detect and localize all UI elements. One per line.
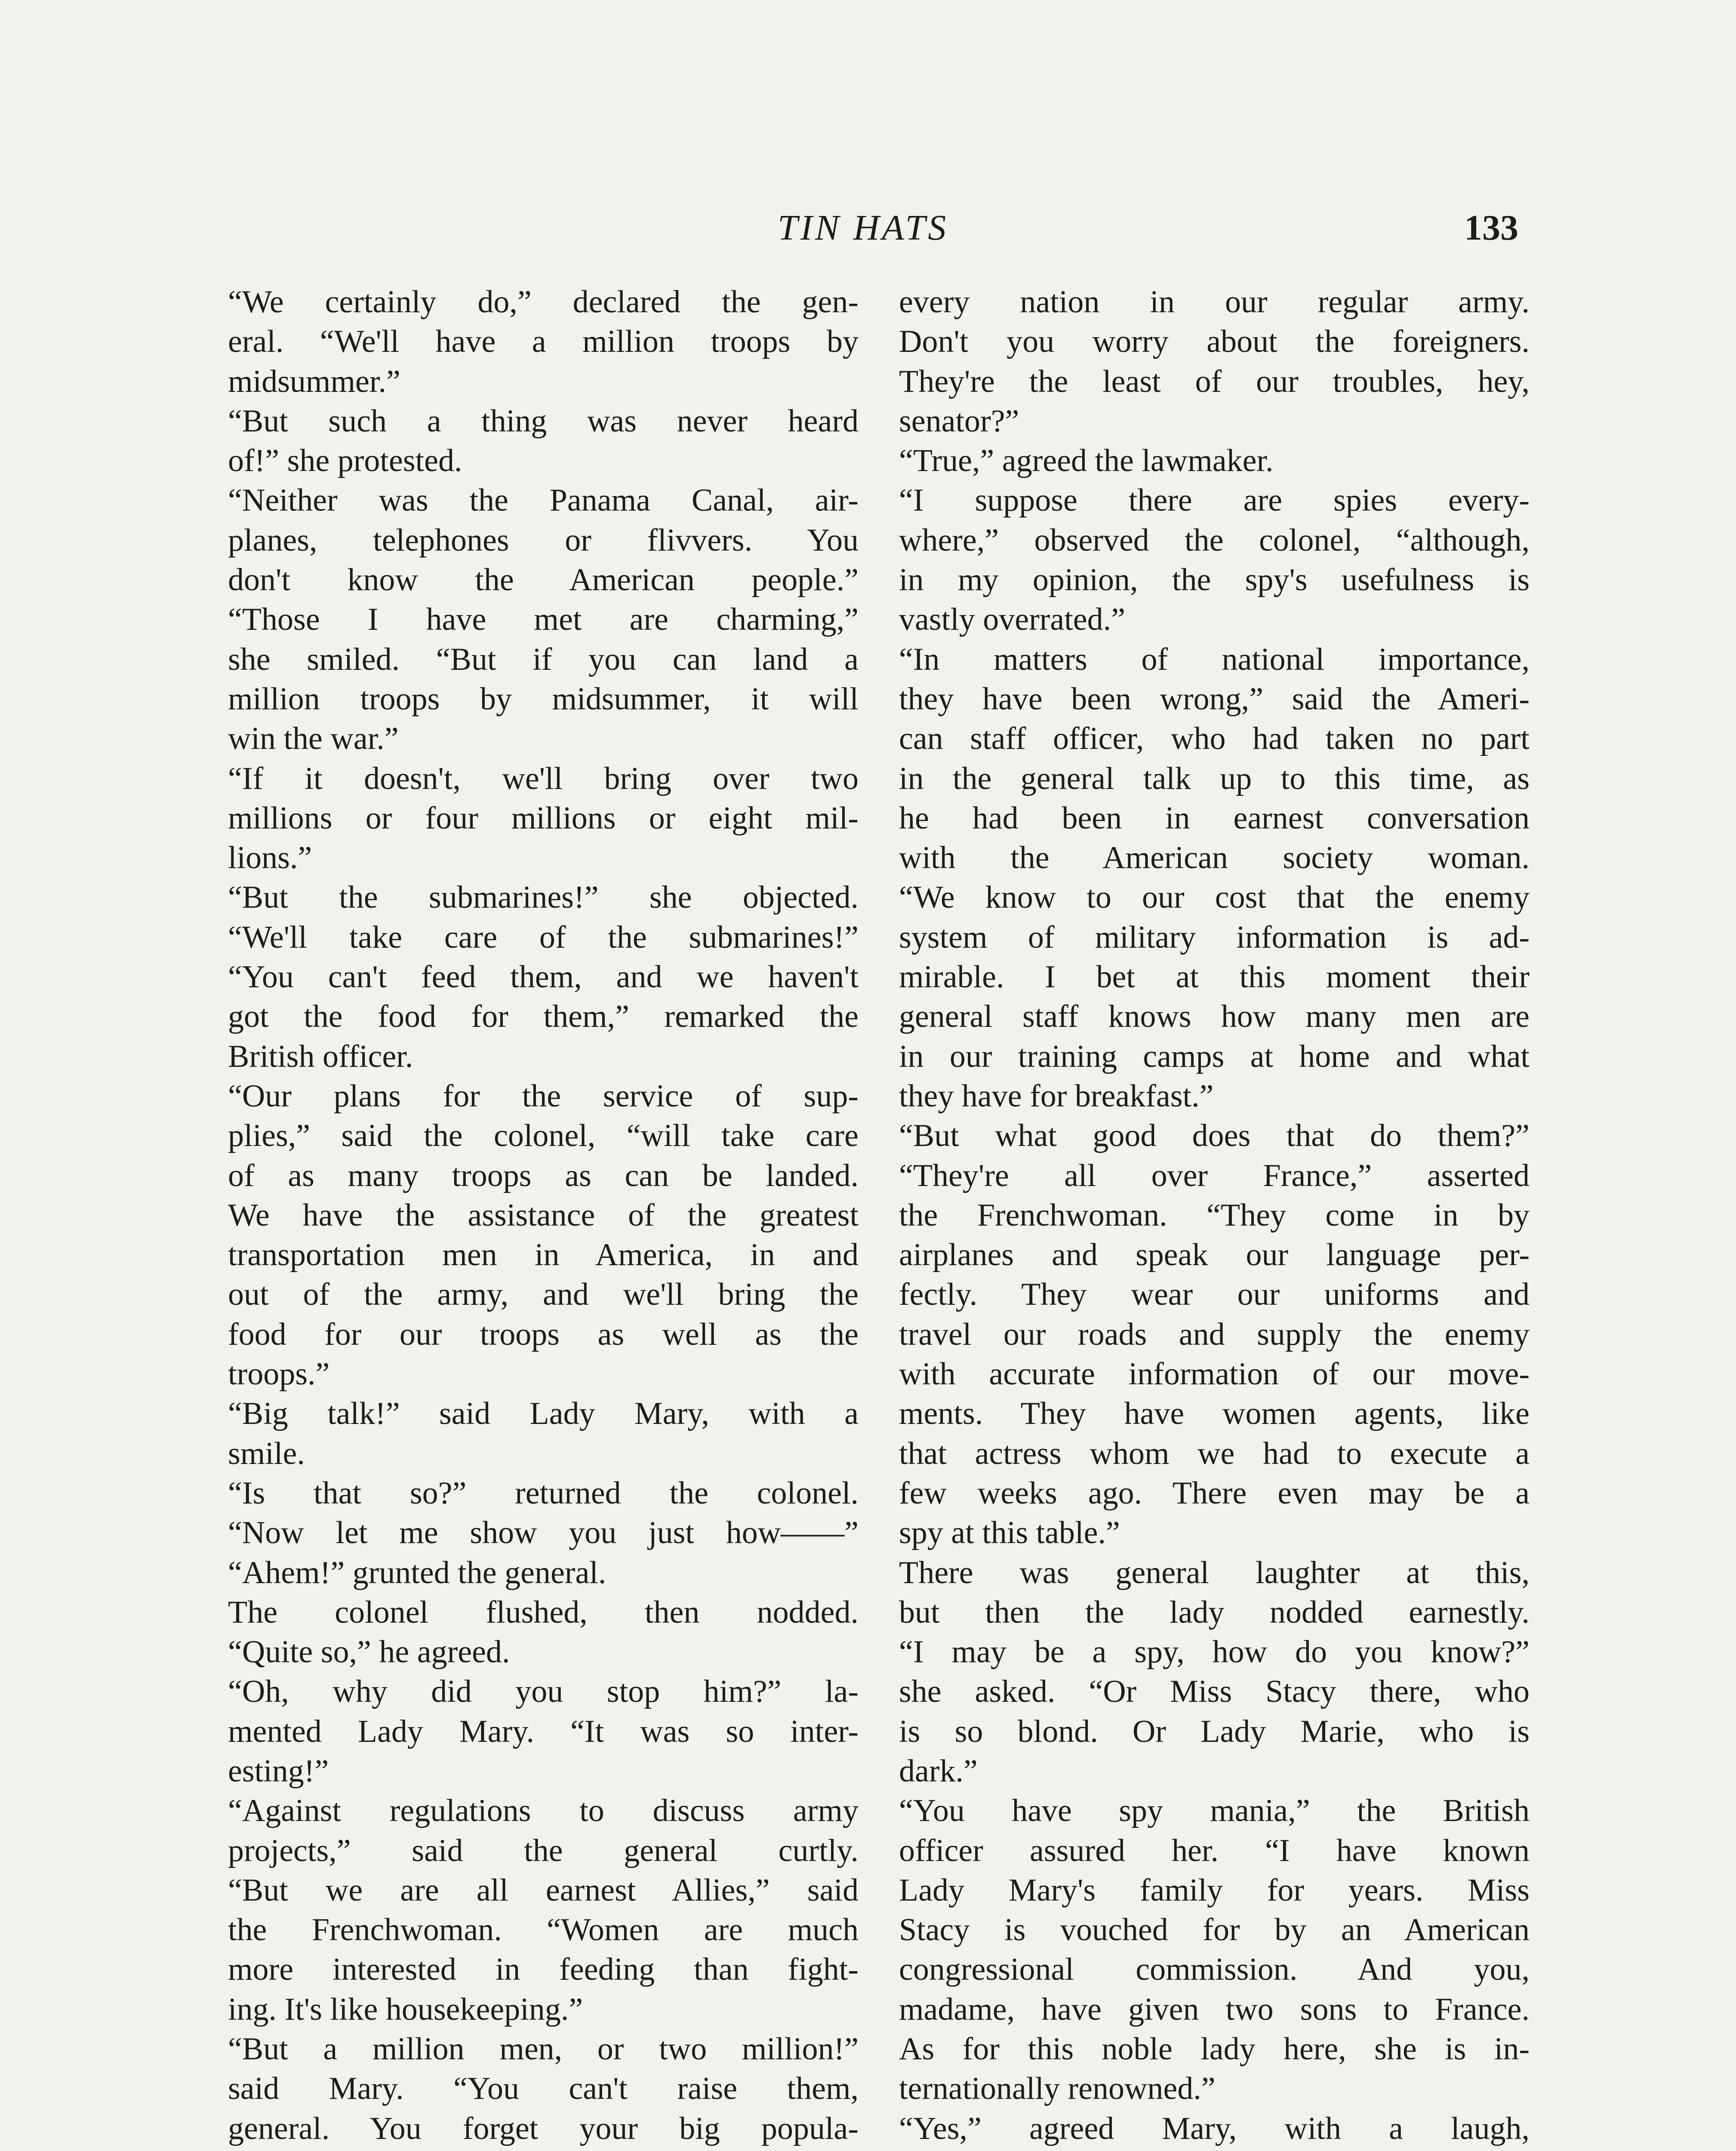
text-line: “Oh, why did you stop him?” la- (228, 1674, 859, 1710)
running-header (0, 202, 1736, 254)
text-line: esting!” (228, 1753, 329, 1789)
text-line: every nation in our regular army. (899, 284, 1530, 320)
text-line: “Neither was the Panama Canal, air- (228, 483, 859, 518)
text-line: but then the lady nodded earnestly. (899, 1594, 1530, 1630)
text-line: “Now let me show you just how——” (228, 1515, 859, 1551)
text-line: “But the submarines!” she objected. (228, 880, 859, 915)
running-title: TIN HATS (778, 208, 949, 248)
text-line: “Is that so?” returned the colonel. (228, 1475, 859, 1511)
left-column (228, 282, 859, 2151)
text-line: “But we are all earnest Allies,” said (228, 1872, 859, 1908)
text-line: The colonel flushed, then nodded. (228, 1594, 859, 1630)
text-line: They're the least of our troubles, hey, (899, 364, 1530, 399)
text-line: “True,” agreed the lawmaker. (899, 443, 1274, 479)
text-line: million troops by midsummer, it will (228, 681, 859, 717)
text-line: they have for breakfast.” (899, 1078, 1214, 1114)
text-line: fectly. They wear our uniforms and (899, 1277, 1530, 1313)
text-line: “We'll take care of the submarines!” (228, 919, 859, 955)
text-line: Lady Mary's family for years. Miss (899, 1872, 1530, 1908)
text-line: millions or four millions or eight mil- (228, 800, 859, 836)
text-line: planes, telephones or flivvers. You (228, 522, 859, 558)
text-line: general staff knows how many men are (899, 999, 1530, 1035)
text-line: in our training camps at home and what (899, 1039, 1530, 1074)
text-line: ternationally renowned.” (899, 2071, 1216, 2107)
text-line: projects,” said the general curtly. (228, 1833, 859, 1868)
text-line: senator?” (899, 403, 1019, 439)
text-line: she smiled. “But if you can land a (228, 641, 859, 677)
text-line: got the food for them,” remarked the (228, 999, 859, 1035)
text-line: transportation men in America, in and (228, 1237, 859, 1273)
text-line: troops.” (228, 1356, 330, 1392)
text-line: “But such a thing was never heard (228, 403, 859, 439)
text-line: “I may be a spy, how do you know?” (899, 1634, 1530, 1670)
text-line: more interested in feeding than fight- (228, 1952, 859, 1988)
text-line: he had been in earnest conversation (899, 800, 1530, 836)
text-line: travel our roads and supply the enemy (899, 1316, 1530, 1352)
text-line (899, 2148, 1530, 2151)
text-line: officer assured her. “I have known (899, 1833, 1530, 1868)
text-line: madame, have given two sons to France. (899, 1991, 1530, 2027)
text-line: food for our troops as well as the (228, 1316, 859, 1352)
text-line: “You have spy mania,” the British (899, 1793, 1530, 1829)
text-line: “Big talk!” said Lady Mary, with a (228, 1396, 859, 1432)
text-line: “I suppose there are spies every- (899, 483, 1530, 518)
text-line: congressional commission. And you, (899, 1952, 1530, 1988)
text-line: British officer. (228, 1039, 413, 1074)
text-line: dark.” (899, 1753, 978, 1789)
text-line: There was general laughter at this, (899, 1555, 1530, 1590)
text-line: she asked. “Or Miss Stacy there, who (899, 1674, 1530, 1710)
text-line: they have been wrong,” said the Ameri- (899, 681, 1530, 717)
text-line: “They're all over France,” asserted (899, 1158, 1530, 1193)
text-line: that actress whom we had to execute a (899, 1436, 1530, 1471)
text-line: midsummer.” (228, 364, 400, 399)
text-line: As for this noble lady here, she is in- (899, 2031, 1530, 2067)
text-line: lions.” (228, 840, 312, 876)
text-line: “Our plans for the service of sup- (228, 1078, 859, 1114)
text-line: out of the army, and we'll bring the (228, 1277, 859, 1313)
text-line: “But a million men, or two million!” (228, 2031, 859, 2067)
text-line: in my opinion, the spy's usefulness is (899, 562, 1530, 598)
text-line: mirable. I bet at this moment their (899, 959, 1530, 995)
text-line: system of military information is ad- (899, 919, 1530, 955)
text-line: smile. (228, 1436, 305, 1471)
text-line: “Against regulations to discuss army (228, 1793, 859, 1829)
text-line: win the war.” (228, 721, 399, 757)
text-line: few weeks ago. There even may be a (899, 1475, 1530, 1511)
text-line: mented Lady Mary. “It was so inter- (228, 1713, 859, 1749)
text-line: don't know the American people.” (228, 562, 859, 598)
text-line: “You can't feed them, and we haven't (228, 959, 859, 995)
text-line: “If it doesn't, we'll bring over two (228, 761, 859, 796)
text-line: eral. “We'll have a million troops by (228, 324, 859, 360)
text-line: can staff officer, who had taken no part (899, 721, 1530, 757)
text-line: with accurate information of our move- (899, 1356, 1530, 1392)
text-line: spy at this table.” (899, 1515, 1120, 1551)
text-line: plies,” said the colonel, “will take care (228, 1118, 859, 1154)
text-line: “Quite so,” he agreed. (228, 1634, 510, 1670)
text-line: “We certainly do,” declared the gen- (228, 284, 859, 320)
text-line: We have the assistance of the greatest (228, 1197, 859, 1233)
text-line: in the general talk up to this time, as (899, 761, 1530, 796)
text-line: Don't you worry about the foreigners. (899, 324, 1530, 360)
text-line: with the American society woman. (899, 840, 1530, 876)
text-line: of as many troops as can be landed. (228, 1158, 859, 1193)
text-line: “In matters of national importance, (899, 641, 1530, 677)
text-line: “Those I have met are charming,” (228, 602, 859, 638)
text-line: ing. It's like housekeeping.” (228, 1991, 583, 2027)
text-line: “But what good does that do them?” (899, 1118, 1530, 1154)
text-line: is so blond. Or Lady Marie, who is (899, 1713, 1530, 1749)
text-line: the Frenchwoman. “They come in by (899, 1197, 1530, 1233)
text-line: Stacy is vouched for by an American (899, 1912, 1530, 1948)
page-number: 133 (1464, 208, 1518, 248)
text-line: “We know to our cost that the enemy (899, 880, 1530, 915)
text-line (228, 2148, 859, 2151)
text-line: “Yes,” agreed Mary, with a laugh, (899, 2111, 1530, 2146)
text-line: the Frenchwoman. “Women are much (228, 1912, 859, 1948)
text-line: airplanes and speak our language per- (899, 1237, 1530, 1273)
text-line: of!” she protested. (228, 443, 462, 479)
text-line: said Mary. “You can't raise them, (228, 2071, 859, 2107)
right-column (899, 282, 1530, 2151)
text-line: ments. They have women agents, like (899, 1396, 1530, 1432)
text-line: “Ahem!” grunted the general. (228, 1555, 606, 1590)
text-line: vastly overrated.” (899, 602, 1125, 638)
text-line: general. You forget your big popula- (228, 2111, 859, 2146)
text-line: where,” observed the colonel, “although, (899, 522, 1530, 558)
